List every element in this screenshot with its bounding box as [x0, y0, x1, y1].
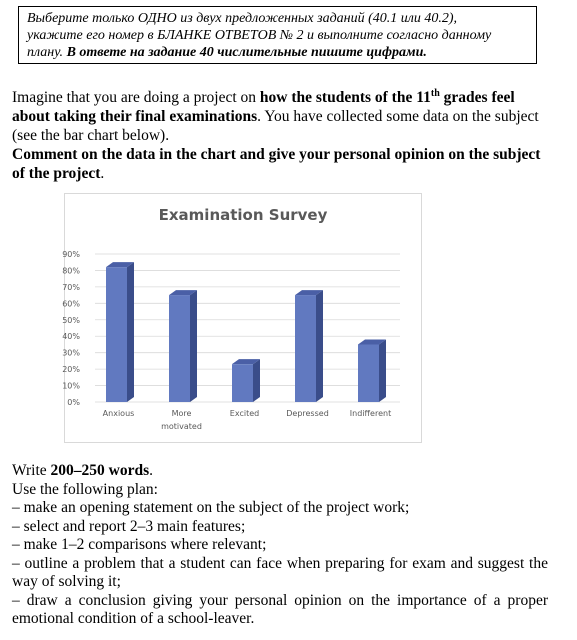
task-comment-end: .	[100, 165, 105, 182]
plan-item: – draw a conclusion giving your personal opinion on the importance of a proper emotional condition of a school-leaver.	[12, 591, 548, 627]
plan-item: – make an opening statement on the subject of the project work;	[12, 499, 410, 516]
bar	[169, 295, 190, 402]
task-intro: Imagine that you are doing a project on	[12, 89, 257, 106]
word-count-end: .	[149, 462, 154, 479]
category-label: Indifferent	[349, 409, 392, 418]
bar-chart	[62, 194, 421, 442]
word-count-line	[12, 462, 548, 481]
instruction-line-1: Выберите только ОДНО из двух предложенных заданий (40.1 или 40.2),	[27, 11, 458, 26]
task-description	[12, 88, 548, 183]
task-topic-a: how the students of the 11	[259, 89, 431, 106]
writing-plan	[12, 462, 548, 629]
bar-side	[127, 262, 134, 402]
bar	[106, 267, 127, 402]
category-label: More	[171, 409, 192, 418]
y-tick-label: 70%	[62, 282, 80, 292]
chart-frame	[64, 193, 422, 443]
category-label: Depressed	[286, 409, 329, 418]
plan-item: – select and report 2–3 main features;	[12, 517, 246, 535]
y-tick-label: 10%	[62, 381, 80, 391]
instruction-box	[18, 6, 537, 64]
y-tick-label: 40%	[62, 332, 80, 342]
task-topic-sup: th	[430, 87, 440, 99]
y-tick-label: 20%	[62, 365, 80, 375]
y-tick-label: 30%	[62, 348, 80, 358]
instruction-line-2: укажите его номер в БЛАНКЕ ОТВЕТОВ № 2 и выполните согласно данному	[27, 28, 492, 43]
plan-item: – outline a problem that a student can face when preparing for exam and suggest the way of solving it;	[12, 554, 548, 590]
category-label: motivated	[161, 422, 202, 431]
category-label: Anxious	[102, 409, 135, 418]
y-tick-label: 80%	[62, 266, 80, 276]
bar-side	[190, 290, 197, 402]
word-count: 200–250 words	[50, 462, 150, 479]
bar	[295, 295, 316, 402]
instruction-line-3: плану.	[27, 45, 64, 60]
bar-side	[316, 290, 323, 402]
category-label: Excited	[229, 409, 260, 418]
task-comment: Comment on the data in the chart and give your personal opinion on the subject of the project	[12, 146, 541, 182]
bar-side	[379, 339, 386, 402]
write-label: Write	[12, 462, 47, 479]
bar	[232, 364, 253, 402]
task-intro-rest: . You have collected some data on the subject (see the bar chart below).	[12, 108, 539, 144]
y-tick-label: 0%	[67, 398, 80, 407]
instruction-line-3-bold: В ответе на задание 40 числительные пишите цифрами.	[66, 45, 427, 60]
use-plan-line: Use the following plan:	[12, 480, 158, 498]
chart-title: Examination Survey	[158, 206, 328, 224]
bar-side	[253, 359, 260, 402]
y-tick-label: 60%	[62, 299, 80, 309]
y-tick-label: 50%	[62, 315, 80, 325]
y-tick-label: 90%	[62, 250, 80, 259]
task-topic-b: grades feel about taking their final examinations	[12, 89, 515, 125]
plan-item: – make 1–2 comparisons where relevant;	[12, 536, 267, 553]
bar	[358, 344, 379, 402]
